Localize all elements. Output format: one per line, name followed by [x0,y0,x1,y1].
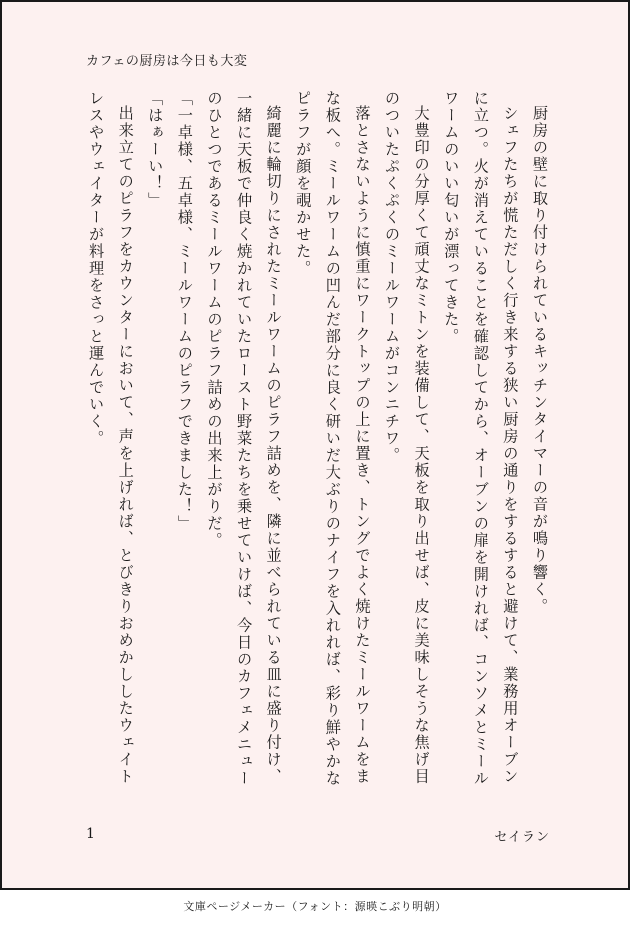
body-text [80,90,554,802]
author-name: セイラン [494,830,550,845]
page-number: 1 [86,826,95,842]
paragraph-2: シェフたちが慌ただしく行き来する狭い厨房の通りをするすると避けて、業務用オーブンに立つ。火が消えていることを確認してから、オーブンの扉を開ければ、コンソメとミールワームのいい匂いが漂ってきた。 [442,90,520,787]
paragraph-1: 厨房の壁に取り付けられているキッチンタイマーの音が鳴り響く。 [531,105,549,616]
paragraph-5: 綺麗に輪切りにされたミールワームのピラフ詰めを、隣に並べられている皿に盛り付け、一緒に天板で仲良く焼かれていたロースト野菜たちを乗せていけば、今日のカフェメニューのひとつであるミールワームのピラフ詰めの出来上がりだ。 [205,90,283,787]
dialogue-line-2: 「はぁーい！」 [146,90,165,209]
paragraph-6: 出来立てのピラフをカウンターにおいて、声を上げれば、とびきりおめかししたウェイトレスやウェイターが料理をさっと運んでいく。 [87,90,135,786]
paragraph-4: 落とさないように慎重にワークトップの上に置き、トングでよく焼けたミールワームをまな板へ。ミールワームの凹んだ部分に良く研いだ大ぶりのナイフを入れれば、彩り鮮やかなピラフが顔を覗かせた。 [294,90,372,787]
book-title: カフェの厨房は今日も大変 [86,54,248,69]
paragraph-3: 大豊印の分厚くて頑丈なミトンを装備して、天板を取り出せば、皮に美味しそうな焦げ目のついたぷくぷくのミールワームがコンニチワ。 [383,90,431,786]
generator-credit: 文庫ページメーカー（フォント：源暎こぶり明朝） [183,900,447,913]
dialogue-line-1: 「一卓様、五卓様、ミールワームのピラフできました！」 [175,90,194,532]
